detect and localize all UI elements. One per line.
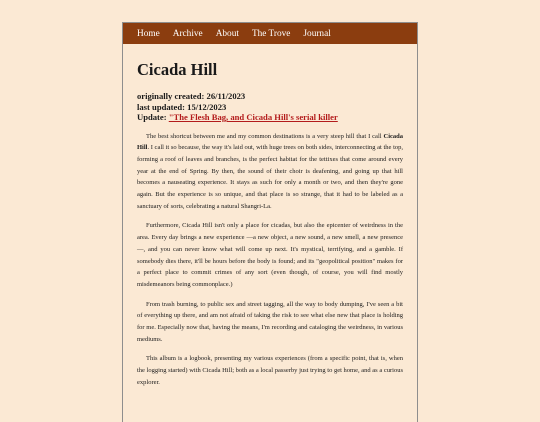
nav-home[interactable]: Home bbox=[137, 28, 160, 39]
created-date: 26/11/2023 bbox=[206, 91, 246, 101]
page-meta bbox=[137, 91, 403, 123]
paragraph-1 bbox=[137, 131, 403, 213]
top-nav bbox=[123, 23, 417, 44]
created-line bbox=[137, 91, 403, 102]
page-title: Cicada Hill bbox=[137, 60, 218, 79]
update-link[interactable]: "The Flesh Bag, and Cicada Hill's serial killer bbox=[168, 112, 338, 122]
update-label: Update: bbox=[137, 112, 169, 122]
updated-label: last updated: bbox=[137, 101, 188, 112]
paragraph-2: Furthermore, Cicada Hill isn't only a place for cicadas, but also the epicenter of weirdness in the area. Every day brings a new experience —a new object, a new sound, a new smell, a new presence—, and you can never know what will come up next. It's mystical, terrifying, and a gamble. If somebody dies there, it'll be hours before the body is found; and its "geopolitical position" makes for a perfect place to commit crimes of any sort (even though, of course, you will find mostly misdemeanors being commonplace.) bbox=[137, 222, 403, 288]
paragraph-1-text-c: . I call it so because, the way it's laid out, with huge trees on both sides, interconnecting at the top, forming a roof of leaves and branches, is the perfect habitat for the tettixes that come around every year at the end of Spring. By then, the sound of their choir is deafening, and going up that hill becomes a nauseating experience. It stays as such for only a month or two, and then they're gone again. But the experience is so unique, and that place is so strange, that it had to be labeled as a sanctuary of sorts, celebrating a natural Shangri-La. bbox=[137, 144, 403, 210]
paragraph-1-text-a: The best shortcut between me and my common destinations is a very steep hill that I call bbox=[146, 132, 384, 140]
update-line bbox=[137, 112, 403, 123]
paragraph-1-bold: Cicada Hill bbox=[137, 132, 403, 152]
main-content bbox=[123, 60, 417, 389]
nav-journal[interactable]: Journal bbox=[303, 28, 331, 39]
nav-about[interactable]: About bbox=[215, 28, 239, 39]
updated-line bbox=[137, 102, 403, 113]
nav-the-trove[interactable]: The Trove bbox=[251, 28, 291, 39]
created-label: originally created: bbox=[137, 91, 207, 101]
paragraph-3: From trash burning, to public sex and street tagging, all the way to body dumping, I've seen a bit of everything up there, and am not afraid of taking the risk to see what else new that place is holding for me. Especially now that, having the means, I'm recording and cataloging the weirdness, in various mediums. bbox=[137, 300, 403, 343]
paragraph-4: This album is a logbook, presenting my various experiences (from a specific point, that is, when the logging started) with Cicada Hill; both as a local passerby just trying to get home, and as a curious explorer. bbox=[137, 355, 403, 386]
updated-date: 15/12/2023 bbox=[187, 101, 227, 112]
nav-archive[interactable]: Archive bbox=[172, 28, 203, 39]
article-body bbox=[137, 131, 403, 389]
page-container bbox=[122, 22, 418, 422]
